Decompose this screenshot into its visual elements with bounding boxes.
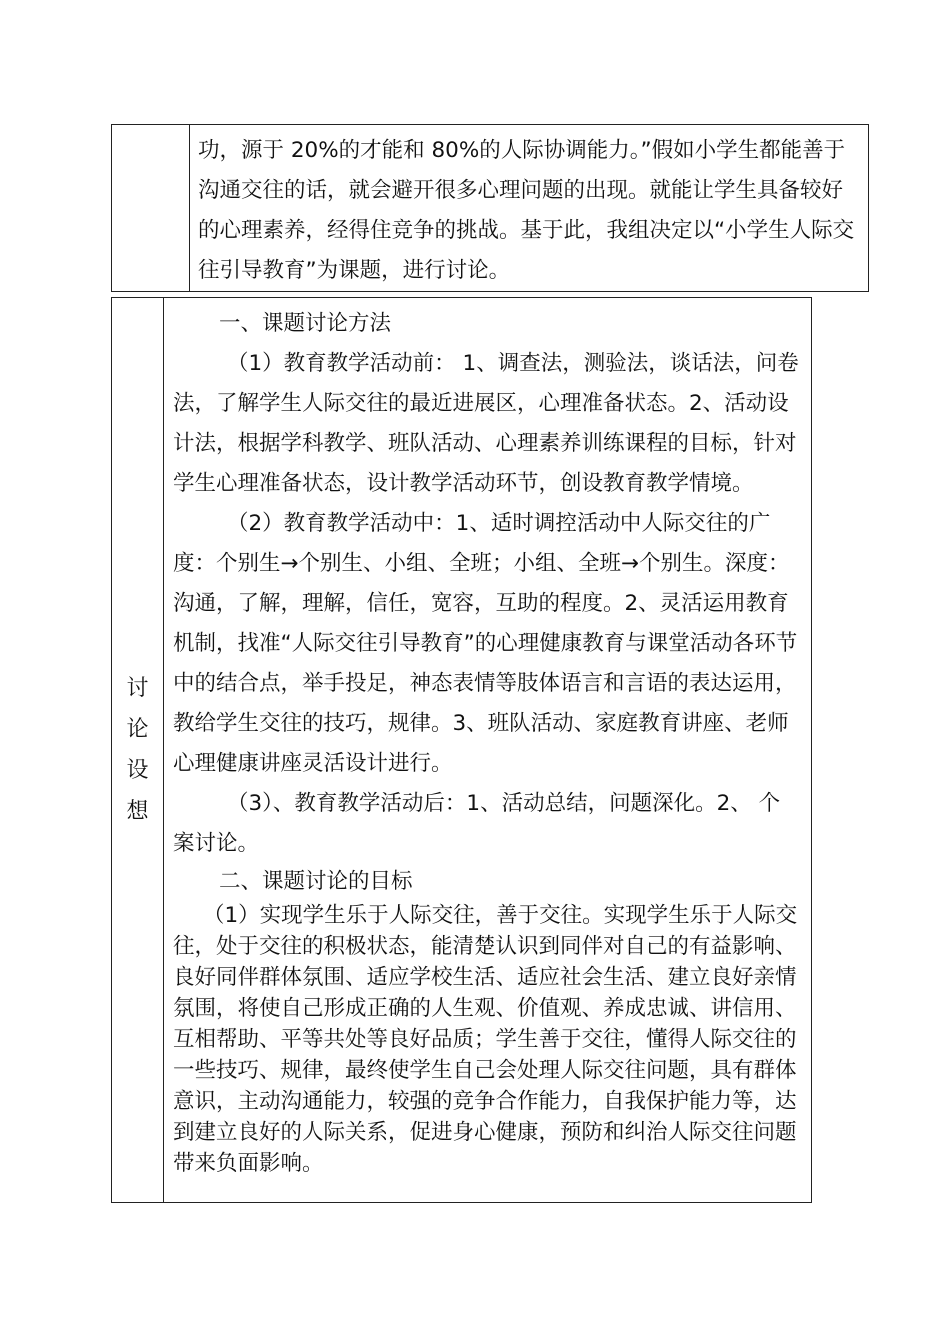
label-cell: [112, 298, 164, 1203]
label-char: 想: [126, 799, 149, 824]
label-char: 讨: [126, 676, 149, 701]
paragraph: （2）教育教学活动中：1、适时调控活动中人际交往的广度：个别生→个别生、小组、全班；小组、全班→个别生。深度：沟通，了解，理解，信任，宽容，互助的程度。2、灵活运用教育机制，找准“人际交往引导教育”的心理健康教育与课堂活动各环节中的结合点，举手投足，神态表情等肢体语言和言语的表达运用，教给学生交往的技巧，规律。3、班队活动、家庭教育讲座、老师心理健康讲座灵活设计进行。: [173, 511, 798, 776]
label-char: 设: [126, 758, 149, 783]
section-heading: 二、课题讨论的目标: [219, 869, 413, 894]
continuation-table: [111, 124, 869, 292]
discussion-plan-table: [111, 297, 812, 1203]
paragraph: （3）、教育教学活动后：1、活动总结，问题深化。2、 个案讨论。: [173, 791, 781, 856]
label-char: 论: [126, 717, 149, 742]
content-cell: [190, 125, 869, 292]
background-paragraph: 功，源于 20%的才能和 80%的人际协调能力。”假如小学生都能善于沟通交往的话，就会避开很多心理问题的出现。就能让学生具备较好的心理素养，经得住竞争的挑战。基于此，我组决定以“小学生人际交往引导教育”为课题，进行讨论。: [198, 138, 855, 283]
paragraph: （1）教育教学活动前： 1、调查法，测验法，谈话法，问卷法，了解学生人际交往的最近进展区，心理准备状态。2、活动设计法，根据学科教学、班队活动、心理素养训练课程的目标，针对学生心理准备状态，设计教学活动环节，创设教育教学情境。: [173, 351, 799, 496]
paragraph: （1）实现学生乐于人际交往，善于交往。实现学生乐于人际交往，处于交往的积极状态，能清楚认识到同伴对自己的有益影响、良好同伴群体氛围、适应学校生活、适应社会生活、建立良好亲情氛围，将使自己形成正确的人生观、价值观、养成忠诚、讲信用、互相帮助、平等共处等良好品质；学生善于交往，懂得人际交往的一些技巧、规律，最终使学生自己会处理人际交往问题，具有群体意识，主动沟通能力，较强的竞争合作能力，自我保护能力等，达到建立良好的人际关系，促进身心健康，预防和纠治人际交往问题带来负面影响。: [173, 903, 798, 1176]
section-heading: 一、课题讨论方法: [219, 311, 392, 336]
content-cell: [164, 298, 812, 1203]
label-cell-empty: [112, 125, 190, 292]
